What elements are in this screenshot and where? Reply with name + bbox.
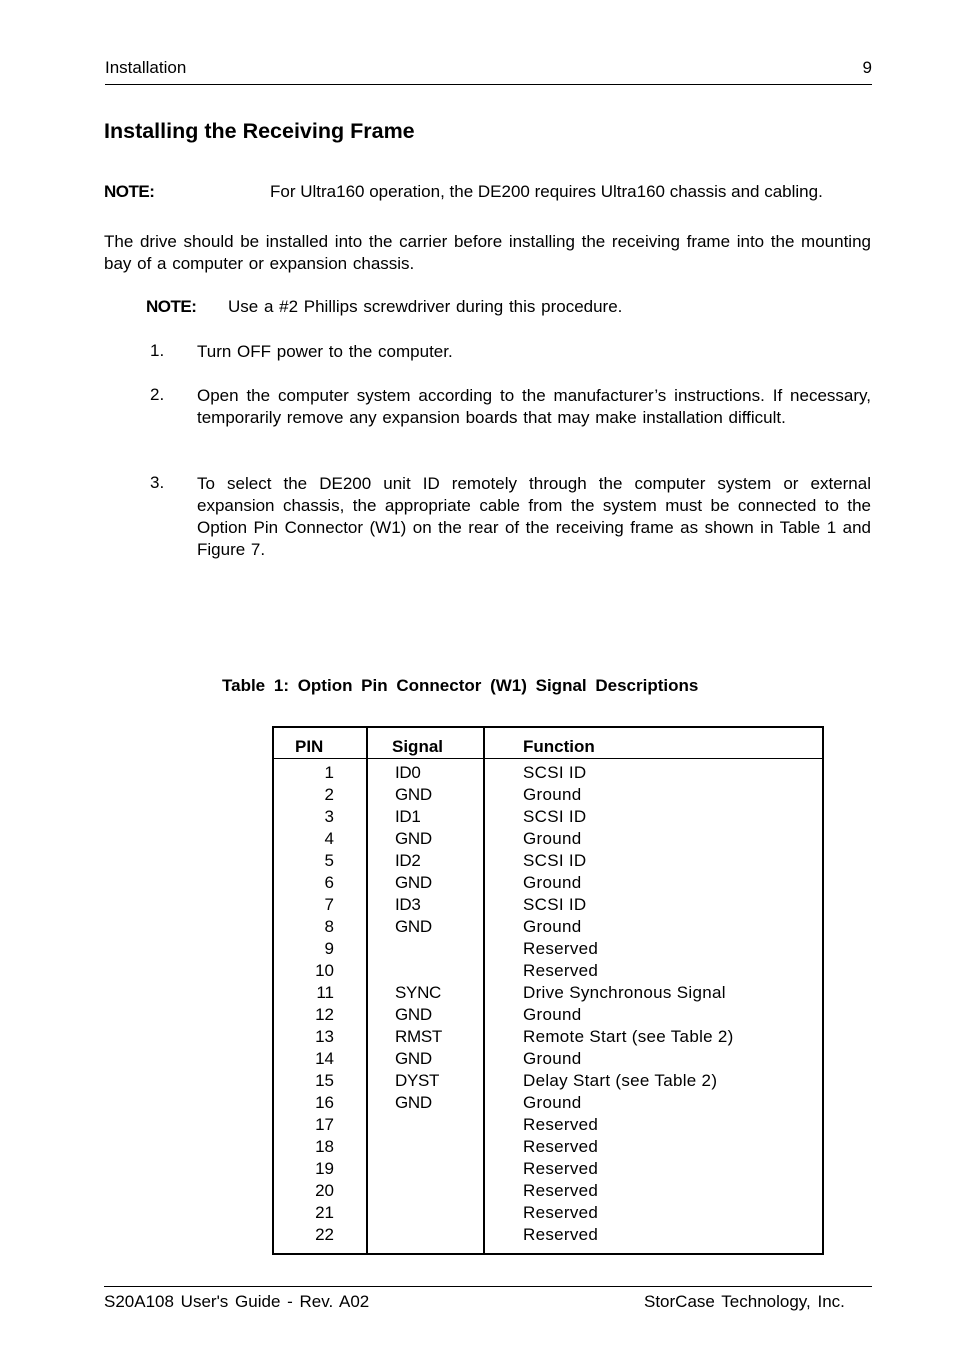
step-number: 3.: [150, 473, 165, 492]
signal-cell: GND: [367, 784, 484, 806]
table-header-row: [273, 727, 823, 759]
note-text: For Ultra160 operation, the DE200 requires Ultra160 chassis and cabling.: [270, 182, 823, 201]
pin-cell: 2: [273, 784, 367, 806]
function-cell: Delay Start (see Table 2): [523, 1071, 718, 1090]
function-cell: Reserved: [523, 961, 599, 980]
function-cell: Ground: [523, 1093, 582, 1112]
pin-cell: 16: [273, 1092, 367, 1114]
pin-cell: 17: [273, 1114, 367, 1136]
pin-cell: 10: [273, 960, 367, 982]
pin-cell: 5: [273, 850, 367, 872]
signal-cell: GND: [367, 872, 484, 894]
procedure-note-text: Use a #2 Phillips screwdriver during this procedure.: [228, 297, 623, 316]
signal-cell: RMST: [367, 1026, 484, 1048]
table-row: [273, 916, 823, 938]
table-row: [273, 1092, 823, 1114]
table-filler-row: [273, 1246, 823, 1254]
function-cell: Ground: [523, 829, 582, 848]
signal-cell: GND: [367, 916, 484, 938]
signal-cell: SYNC: [367, 982, 484, 1004]
step-text: To select the DE200 unit ID remotely through the computer system or external expansion chassis, the appropriate cable from the system must be connected to the Option Pin Connector (W1) on the rear of the receiving frame as shown in Table 1 and Figure 7.: [197, 474, 871, 559]
pin-cell: 9: [273, 938, 367, 960]
table-body: [273, 759, 823, 1255]
table-row: [273, 960, 823, 982]
table-row: [273, 806, 823, 828]
pin-cell: 12: [273, 1004, 367, 1026]
footer-rule: [104, 1286, 872, 1287]
function-cell: Ground: [523, 785, 582, 804]
signal-table: [272, 726, 824, 1255]
signal-cell: [367, 1180, 484, 1202]
footer-company: StorCase Technology, Inc.: [644, 1292, 845, 1311]
step-text: Turn OFF power to the computer.: [197, 342, 453, 361]
table-row: [273, 1004, 823, 1026]
signal-cell: GND: [367, 1092, 484, 1114]
signal-cell: GND: [367, 1004, 484, 1026]
signal-cell: ID1: [367, 806, 484, 828]
pin-cell: 6: [273, 872, 367, 894]
table-row: [273, 759, 823, 785]
function-cell: Reserved: [523, 1159, 599, 1178]
table-row: [273, 1202, 823, 1224]
page-number: 9: [862, 58, 872, 77]
running-header: [105, 58, 872, 85]
table-row: [273, 850, 823, 872]
signal-cell: ID3: [367, 894, 484, 916]
table-row: [273, 1180, 823, 1202]
function-cell: Drive Synchronous Signal: [523, 983, 726, 1002]
function-cell: Reserved: [523, 1203, 599, 1222]
table-row: [273, 872, 823, 894]
function-cell: Ground: [523, 917, 582, 936]
function-cell: SCSI ID: [523, 763, 587, 782]
signal-cell: [367, 1158, 484, 1180]
section-title: Installing the Receiving Frame: [104, 119, 415, 143]
table-row: [273, 1026, 823, 1048]
signal-cell: [367, 1202, 484, 1224]
column-header-pin: PIN: [273, 727, 367, 759]
procedure-note-label: NOTE:: [146, 297, 197, 316]
column-header-signal: Signal: [367, 727, 484, 759]
signal-cell: ID0: [367, 759, 484, 785]
table-row: [273, 894, 823, 916]
function-cell: Ground: [523, 1005, 582, 1024]
pin-cell: 20: [273, 1180, 367, 1202]
signal-cell: [367, 1114, 484, 1136]
pin-cell: 4: [273, 828, 367, 850]
signal-cell: ID2: [367, 850, 484, 872]
table-row: [273, 1114, 823, 1136]
function-cell: SCSI ID: [523, 807, 587, 826]
pin-cell: 3: [273, 806, 367, 828]
table-caption: Table 1: Option Pin Connector (W1) Signal Descriptions: [222, 676, 699, 695]
table-row: [273, 1070, 823, 1092]
table-row: [273, 828, 823, 850]
table-row: [273, 1048, 823, 1070]
filler-cell: [367, 1246, 484, 1254]
footer-document-title: S20A108 User's Guide - Rev. A02: [104, 1292, 370, 1311]
step-number: 1.: [150, 341, 165, 360]
signal-cell: [367, 1136, 484, 1158]
signal-cell: GND: [367, 828, 484, 850]
table-row: [273, 938, 823, 960]
step-number: 2.: [150, 385, 165, 404]
function-cell: Reserved: [523, 1137, 599, 1156]
pin-cell: 18: [273, 1136, 367, 1158]
pin-cell: 19: [273, 1158, 367, 1180]
function-cell: Reserved: [523, 1115, 599, 1134]
function-cell: SCSI ID: [523, 895, 587, 914]
pin-cell: 13: [273, 1026, 367, 1048]
intro-paragraph: The drive should be installed into the carrier before installing the receiving frame into the mounting bay of a computer or expansion chassis.: [104, 232, 871, 273]
function-cell: Remote Start (see Table 2): [523, 1027, 734, 1046]
function-cell: SCSI ID: [523, 851, 587, 870]
signal-cell: DYST: [367, 1070, 484, 1092]
signal-cell: [367, 938, 484, 960]
pin-cell: 1: [273, 759, 367, 785]
step-text: Open the computer system according to the manufacturer’s instructions. If necessary, temporarily remove any expansion boards that may make installation difficult.: [197, 386, 871, 427]
filler-cell: [484, 1246, 823, 1254]
pin-cell: 22: [273, 1224, 367, 1246]
pin-cell: 11: [273, 982, 367, 1004]
pin-cell: 15: [273, 1070, 367, 1092]
table-row: [273, 1136, 823, 1158]
pin-cell: 7: [273, 894, 367, 916]
header-section-label: Installation: [105, 58, 187, 77]
table-row: [273, 1158, 823, 1180]
signal-cell: [367, 1224, 484, 1246]
pin-cell: 14: [273, 1048, 367, 1070]
function-cell: Reserved: [523, 1225, 599, 1244]
function-cell: Ground: [523, 1049, 582, 1068]
table-row: [273, 1224, 823, 1246]
column-header-function: Function: [484, 727, 823, 759]
pin-cell: 8: [273, 916, 367, 938]
note-label: NOTE:: [104, 182, 155, 201]
signal-cell: GND: [367, 1048, 484, 1070]
function-cell: Reserved: [523, 1181, 599, 1200]
function-cell: Reserved: [523, 939, 599, 958]
signal-cell: [367, 960, 484, 982]
pin-cell: 21: [273, 1202, 367, 1224]
table-row: [273, 784, 823, 806]
table-row: [273, 982, 823, 1004]
filler-cell: [273, 1246, 367, 1254]
function-cell: Ground: [523, 873, 582, 892]
